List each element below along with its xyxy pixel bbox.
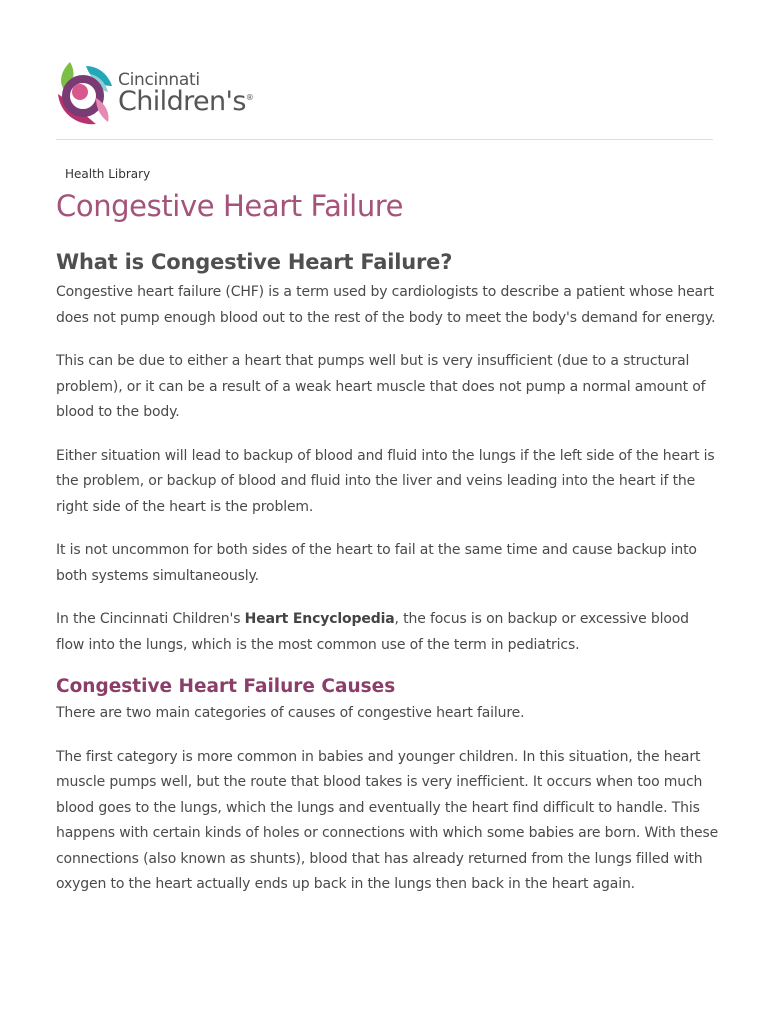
paragraph-backup: Either situation will lead to backup of blood and fluid into the lungs if the left side of the heart is the problem, or backup of blood and fluid into the liver and veins leading into the heart if the right side of the heart is the problem. (56, 447, 715, 515)
encyclopedia-text-after: , the focus is on backup or excessive blood flow into the lungs, which is the most common use of the term in pediatrics. (56, 611, 689, 653)
section-heading-causes: Congestive Heart Failure Causes (56, 676, 396, 697)
brand-name-top: Cincinnati (118, 70, 200, 90)
header-divider (56, 139, 713, 140)
brand-name-main (118, 86, 253, 117)
paragraph-first-category: The first category is more common in babies and younger children. In this situation, the heart muscle pumps well, but the route that blood takes is very inefficient. It occurs when too much blood goes to the lungs, which the lungs and eventually the heart find difficult to handle. This happens with certain kinds of holes or connections with which some babies are born. With these connections (also known as shunts), blood that has already returned from the lungs filled with oxygen to the heart actually ends up back in the lungs then back in the heart again. (56, 748, 719, 892)
site-logo[interactable] (56, 58, 266, 128)
article-body (56, 250, 721, 916)
heart-encyclopedia-link[interactable]: Heart Encyclopedia (244, 611, 395, 627)
paragraph-two-categories: There are two main categories of causes of congestive heart failure. (56, 705, 525, 721)
paragraph-definition: Congestive heart failure (CHF) is a term used by cardiologists to describe a patient whose heart does not pump enough blood out to the rest of the body to meet the body's demand for energy. (56, 284, 716, 326)
paragraph-causes-overview: This can be due to either a heart that pumps well but is very insufficient (due to a structural problem), or it can be a result of a weak heart muscle that does not pump a normal amount of blood to the body. (56, 353, 706, 420)
brand-name-main-text: Children's (118, 86, 246, 117)
breadcrumb[interactable]: Health Library (65, 167, 151, 181)
encyclopedia-text-before: In the Cincinnati Children's (56, 611, 245, 627)
section-heading-what-is: What is Congestive Heart Failure? (56, 250, 453, 274)
page-title: Congestive Heart Failure (56, 189, 404, 223)
paragraph-both-sides: It is not uncommon for both sides of the heart to fail at the same time and cause backup into both systems simultaneously. (56, 542, 697, 584)
cincinnati-childrens-logo-icon (56, 58, 114, 128)
registered-mark: ® (245, 93, 254, 102)
paragraph-encyclopedia (56, 607, 721, 658)
